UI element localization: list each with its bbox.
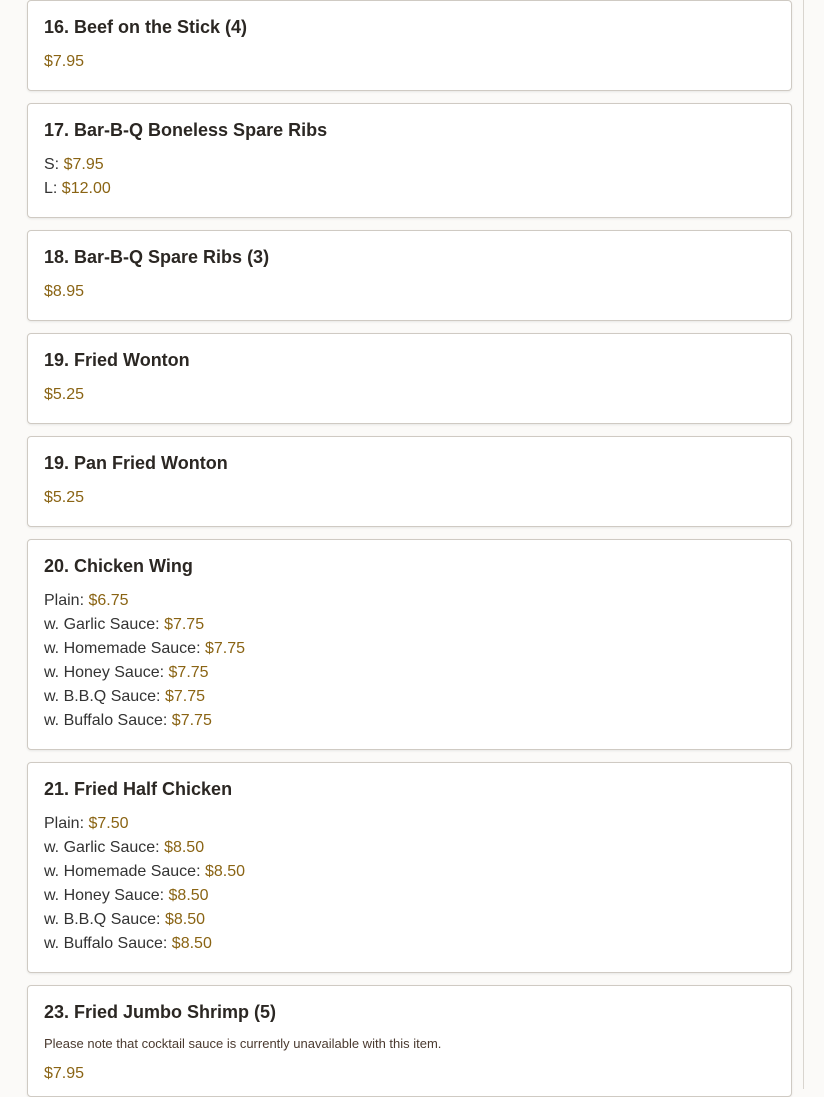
menu-item-option — [44, 862, 245, 882]
menu-item-title: 20. Chicken Wing — [44, 556, 193, 576]
option-label: Plain: — [44, 815, 85, 832]
menu-item-option — [44, 663, 209, 683]
menu-item-card[interactable] — [27, 539, 792, 750]
menu-item-card[interactable] — [27, 230, 792, 321]
menu-item-price: $7.95 — [44, 53, 85, 70]
menu-item-title: 19. Pan Fried Wonton — [44, 453, 228, 473]
option-price: $6.75 — [88, 592, 129, 609]
option-price: $8.50 — [168, 887, 209, 904]
option-label: w. B.B.Q Sauce: — [44, 911, 161, 928]
option-price: $7.75 — [171, 712, 212, 729]
option-label: Plain: — [44, 592, 85, 609]
option-label: w. Garlic Sauce: — [44, 616, 160, 633]
menu-item-card[interactable] — [27, 436, 792, 527]
menu-item-option — [44, 639, 245, 659]
option-label: L: — [44, 180, 58, 197]
menu-item-option — [44, 838, 204, 858]
option-price: $7.75 — [164, 616, 205, 633]
option-label: w. B.B.Q Sauce: — [44, 688, 161, 705]
option-price: $7.75 — [204, 640, 246, 657]
option-label: w. Garlic Sauce: — [44, 839, 160, 856]
menu-item-option — [44, 687, 205, 707]
menu-item-card[interactable] — [27, 762, 792, 973]
option-price: $7.95 — [63, 156, 104, 173]
option-price: $12.00 — [61, 180, 111, 197]
option-label: S: — [44, 156, 60, 173]
menu-item-price-line — [44, 385, 84, 405]
menu-item-title: 17. Bar-B-Q Boneless Spare Ribs — [44, 120, 328, 140]
menu-item-title: 23. Fried Jumbo Shrimp (5) — [44, 1002, 277, 1022]
menu-item-option — [44, 155, 104, 175]
menu-item-price-line — [44, 488, 84, 508]
menu-item-option — [44, 615, 204, 635]
page-right-border — [803, 0, 804, 1089]
menu-item-option — [44, 591, 129, 611]
menu-item-price-line — [44, 52, 84, 72]
option-price: $8.50 — [164, 911, 205, 928]
option-label: w. Homemade Sauce: — [44, 640, 201, 657]
menu-item-price: $8.95 — [44, 283, 85, 300]
option-price: $7.75 — [168, 664, 209, 681]
option-label: w. Buffalo Sauce: — [44, 712, 168, 729]
menu-item-title: 19. Fried Wonton — [44, 350, 190, 370]
menu-item-option — [44, 179, 111, 199]
menu-item-title: 21. Fried Half Chicken — [44, 779, 233, 799]
menu-item-title: 18. Bar-B-Q Spare Ribs (3) — [44, 247, 270, 267]
menu-item-price: $7.95 — [44, 1065, 85, 1082]
option-price: $8.50 — [204, 863, 246, 880]
menu-item-option — [44, 910, 205, 930]
menu-item-title: 16. Beef on the Stick (4) — [44, 17, 248, 37]
menu-item-price: $5.25 — [44, 489, 85, 506]
menu-item-price-line — [44, 1064, 84, 1084]
menu-item-option — [44, 814, 129, 834]
option-price: $7.75 — [164, 688, 205, 705]
menu-item-price-line — [44, 282, 84, 302]
option-price: $8.50 — [164, 839, 205, 856]
option-price: $7.50 — [88, 815, 129, 832]
menu-item-card[interactable] — [27, 333, 792, 424]
menu-item-price: $5.25 — [44, 386, 85, 403]
option-price: $8.50 — [171, 935, 212, 952]
menu-item-option — [44, 711, 212, 731]
menu-item-card[interactable] — [27, 103, 792, 218]
menu-item-note: Please note that cocktail sauce is currently unavailable with this item. — [44, 1036, 442, 1051]
option-label: w. Honey Sauce: — [44, 887, 165, 904]
option-label: w. Buffalo Sauce: — [44, 935, 168, 952]
option-label: w. Honey Sauce: — [44, 664, 165, 681]
option-label: w. Homemade Sauce: — [44, 863, 201, 880]
menu-item-card[interactable] — [27, 0, 792, 91]
menu-item-option — [44, 934, 212, 954]
menu-item-card[interactable] — [27, 985, 792, 1097]
menu-item-option — [44, 886, 209, 906]
